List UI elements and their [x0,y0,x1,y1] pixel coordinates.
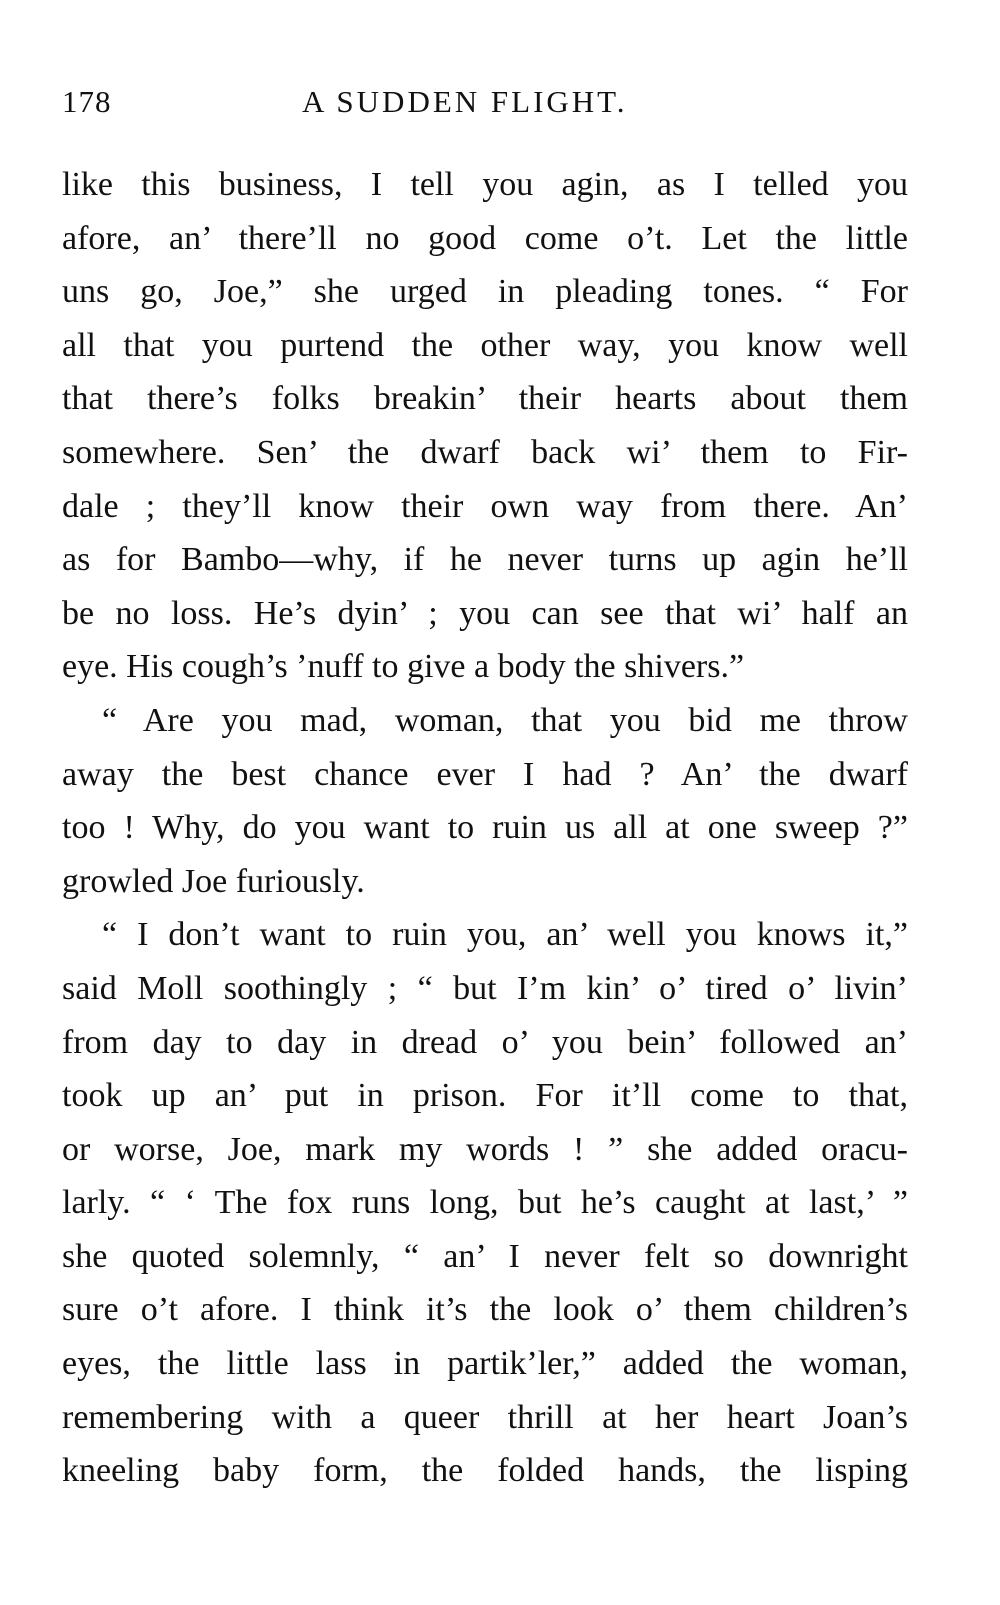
text-line: all that you purtend the other way, you know well [62,326,908,364]
text-line: afore, an’ there’ll no good come o’t. Let the little [62,219,908,257]
text-line: as for Bambo—why, if he never turns up agin he’ll [62,541,908,579]
text-line: said Moll soothingly ; “ but I’m kin’ o’ tired o’ livin’ [62,969,908,1007]
text-line: too ! Why, do you want to ruin us all at one sweep ?” [62,809,908,847]
text-line: that there’s folks breakin’ their hearts about them [62,380,908,418]
text-line: or worse, Joe, mark my words ! ” she added oracu- [62,1130,908,1168]
text-line: be no loss. He’s dyin’ ; you can see that wi’ half an [62,594,908,632]
body-text [62,158,908,1498]
paragraph-end-line: eye. His cough’s ’nuff to give a body the shivers.” [62,648,745,686]
paragraph-first-line: “ I don’t want to ruin you, an’ well you knows it,” [102,916,908,954]
text-line: kneeling baby form, the folded hands, the lisping [62,1452,908,1490]
text-line: she quoted solemnly, “ an’ I never felt so downright [62,1237,908,1275]
text-line: took up an’ put in prison. For it’ll come to that, [62,1077,908,1115]
text-line: dale ; they’ll know their own way from there. An’ [62,487,908,525]
paragraph-first-line: “ Are you mad, woman, that you bid me throw [102,701,908,739]
text-line: from day to day in dread o’ you bein’ followed an’ [62,1023,908,1061]
text-line: uns go, Joe,” she urged in pleading tones. “ For [62,273,908,311]
text-line: larly. “ ‘ The fox runs long, but he’s caught at last,’ ” [62,1184,908,1222]
page-number: 178 [62,84,112,119]
text-line: somewhere. Sen’ the dwarf back wi’ them to Fir- [62,433,908,471]
text-line: away the best chance ever I had ? An’ the dwarf [62,755,908,793]
text-line: remembering with a queer thrill at her heart Joan’s [62,1398,908,1436]
page-header [62,84,910,124]
text-line: like this business, I tell you agin, as I telled you [62,166,908,203]
running-title: A SUDDEN FLIGHT. [302,84,628,119]
paragraph-end-line: growled Joe furiously. [62,862,365,900]
text-line: eyes, the little lass in partik’ler,” added the woman, [62,1345,908,1383]
text-line: sure o’t afore. I think it’s the look o’ them children’s [62,1291,908,1329]
